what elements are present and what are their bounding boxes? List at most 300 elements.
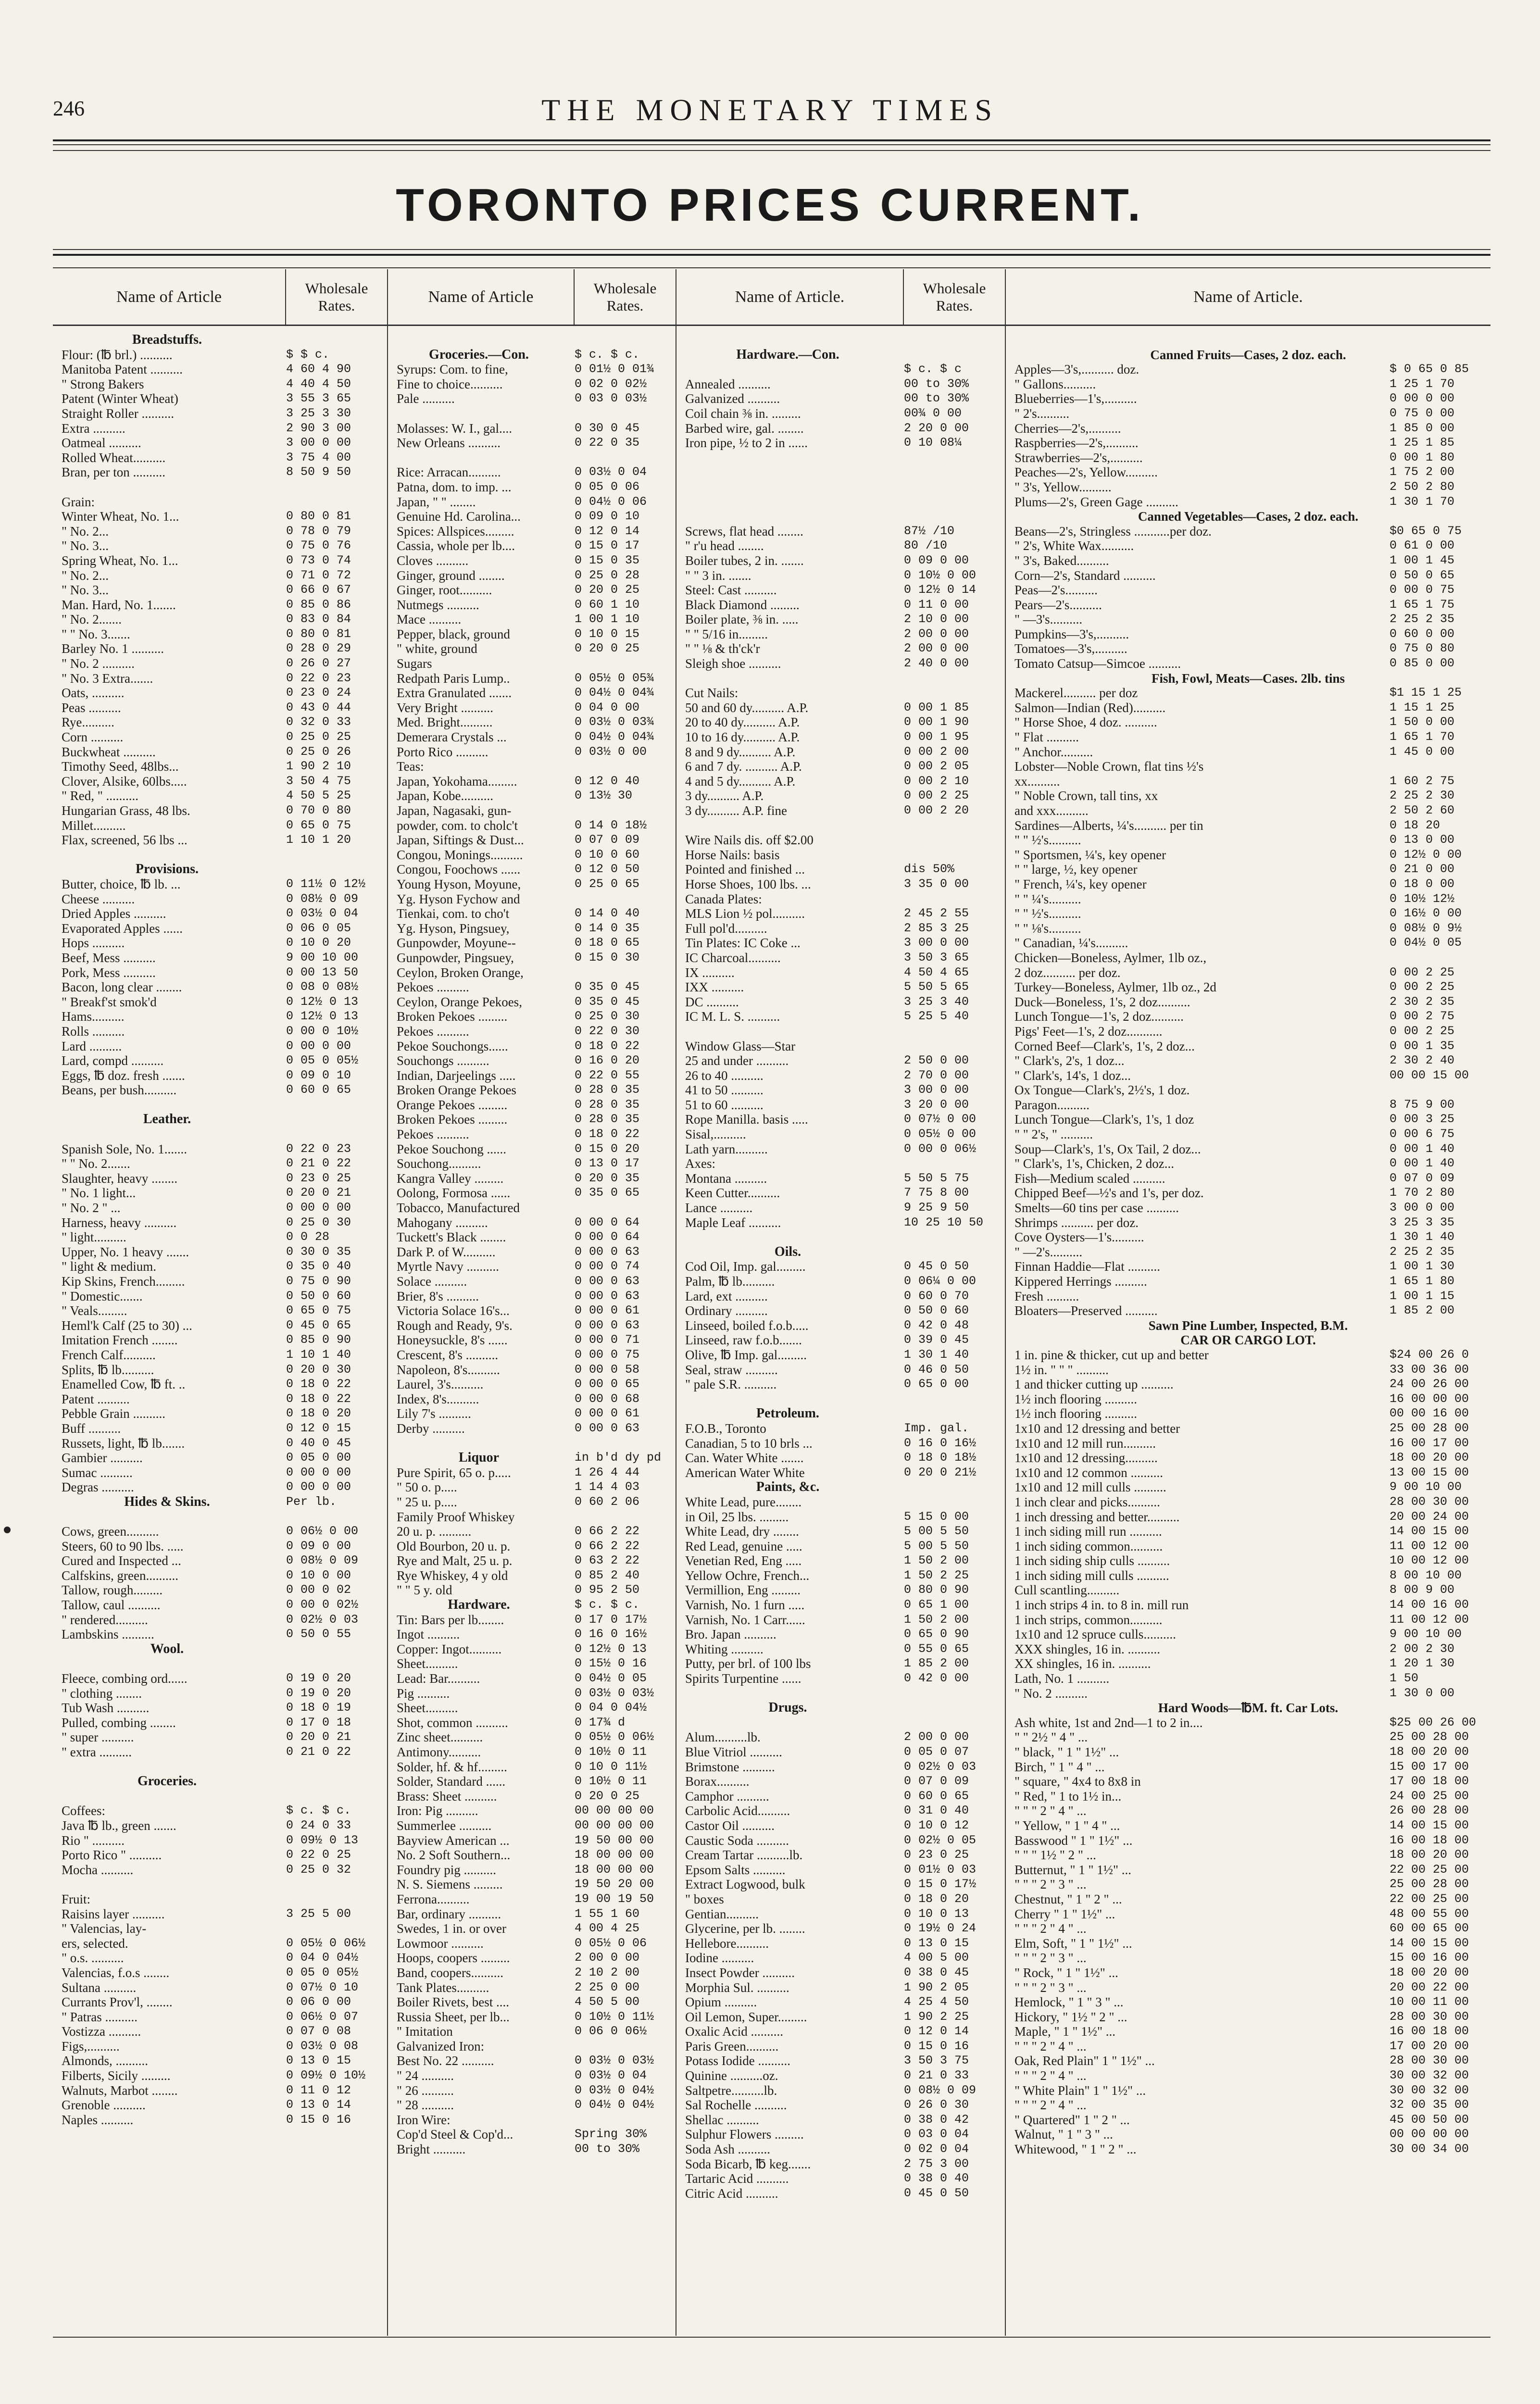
article-name: Tallow, rough......... (62, 1583, 163, 1598)
price-row (53, 1730, 387, 1745)
price-row (388, 1524, 676, 1539)
wholesale-rate: 00 00 16 00 (1390, 1406, 1469, 1421)
wholesale-rate: 0 71 0 72 (286, 568, 351, 582)
article-name: Seal, straw .......... (685, 1362, 778, 1377)
article-name: Keen Cutter.......... (685, 1186, 780, 1201)
wholesale-rate: 4 50 5 25 (286, 789, 351, 803)
article-name: Rice: Arracan.......... (397, 465, 501, 480)
wholesale-rate: 3 25 3 40 (904, 994, 969, 1009)
article-name: Solder, hf. & hf......... (397, 1759, 507, 1774)
article-name: " square, " 4x4 to 8x8 in (1014, 1774, 1141, 1789)
wholesale-rate: Imp. gal. (904, 1421, 969, 1435)
article-name: Breadstuffs. (132, 333, 202, 347)
price-row (388, 612, 676, 627)
wholesale-rate: 2 75 3 00 (904, 2156, 969, 2171)
article-name: Med. Bright.......... (397, 715, 493, 730)
article-name: Indian, Darjeelings ..... (397, 1068, 516, 1083)
wholesale-rate: 0 13 0 15 (904, 1936, 969, 1950)
article-name: Plums—2's, Green Gage .......... (1014, 494, 1178, 509)
article-name: Elm, Soft, " 1 " 1½" ... (1014, 1936, 1132, 1951)
article-name: Corn—2's, Standard .......... (1014, 568, 1156, 583)
article-name: " pale S.R. .......... (685, 1377, 777, 1392)
price-row (1006, 1818, 1490, 1833)
section-heading-row (676, 1245, 1005, 1260)
wholesale-rate: 0 02½ 0 03 (904, 1759, 977, 1774)
price-row (53, 1186, 387, 1201)
article-name: Souchong.......... (397, 1156, 481, 1171)
article-name: Victoria Solace 16's... (397, 1303, 510, 1318)
article-name: " light.......... (62, 1230, 126, 1245)
wholesale-rate: 0 00 1 80 (1390, 450, 1455, 464)
section-heading-row (388, 1598, 676, 1613)
price-row (1006, 936, 1490, 951)
article-name: Peas—2's.......... (1014, 583, 1098, 598)
price-row (1006, 480, 1490, 495)
wholesale-rate: 00 to 30% (575, 2142, 640, 2156)
price-row (388, 1745, 676, 1760)
price-row (53, 583, 387, 598)
article-name: Pork, Mess .......... (62, 965, 156, 980)
price-row (53, 995, 387, 1010)
wholesale-rate: 0 16½ 0 00 (1390, 906, 1462, 921)
price-row (53, 1363, 387, 1377)
wholesale-rate: 0 20 0 25 (575, 583, 640, 597)
article-name: Bro. Japan .......... (685, 1627, 776, 1642)
price-row (1006, 789, 1490, 803)
article-name: Naples .......... (62, 2112, 134, 2127)
article-name: Bright .......... (397, 2142, 466, 2157)
wholesale-rate: 0 04½ 0 05 (1390, 936, 1462, 950)
ink-dot (4, 1527, 11, 1533)
article-name: Band, coopers.......... (397, 1965, 503, 1980)
wholesale-rate: 0 30 0 45 (575, 421, 640, 435)
price-row (676, 2083, 1005, 2098)
wholesale-rate: 00 00 00 00 (575, 1803, 654, 1818)
article-name: Horse Shoes, 100 lbs. ... (685, 876, 811, 891)
wholesale-rate: 0 10½ 0 11 (575, 1774, 647, 1789)
price-row (676, 1760, 1005, 1775)
wholesale-rate (281, 495, 387, 510)
rule (53, 249, 1490, 250)
wholesale-rate: 2 25 2 35 (1390, 1244, 1455, 1259)
price-row (676, 377, 1005, 392)
wholesale-rate: 0 20 0 21 (286, 1730, 351, 1744)
article-name: " " " 2 " 4 " ... (1014, 1921, 1087, 1936)
article-name: Hungarian Grass, 48 lbs. (62, 803, 190, 818)
wholesale-rate (899, 1715, 1005, 1730)
article-name: Hellebore.......... (685, 1936, 769, 1951)
price-row (388, 1730, 676, 1745)
article-name: " " 3 in. ....... (685, 568, 751, 583)
wholesale-rate (899, 1230, 1005, 1245)
wholesale-rate: 1 25 1 85 (1390, 436, 1455, 450)
wholesale-rate (1385, 759, 1490, 774)
price-row (676, 715, 1005, 730)
article-name: Chipped Beef—½'s and 1's, per doz. (1014, 1186, 1204, 1201)
price-row (1006, 2024, 1490, 2039)
price-row (388, 1259, 676, 1274)
wholesale-rate: 0 09 0 00 (904, 553, 969, 567)
price-row (53, 774, 387, 789)
article-name: Broken Pekoes ......... (397, 1009, 508, 1024)
article-name: Very Bright .......... (397, 700, 493, 715)
wholesale-rate: 00 to 30% (904, 391, 969, 406)
price-row (1006, 1436, 1490, 1451)
price-row (388, 1186, 676, 1201)
wholesale-rate: 2 50 2 60 (1390, 803, 1455, 817)
article-name: 1½ inch flooring .......... (1014, 1391, 1137, 1406)
wholesale-rate: 0 10 0 60 (575, 847, 640, 862)
article-name: Ferrona.......... (397, 1891, 470, 1906)
article-name: 26 to 40 .......... (685, 1068, 764, 1083)
wholesale-rate: 1 55 1 60 (575, 1906, 640, 1921)
price-row (676, 509, 1005, 524)
price-row (676, 421, 1005, 436)
price-row (53, 1877, 387, 1892)
price-row (1006, 656, 1490, 671)
article-name (388, 451, 570, 465)
price-row (388, 333, 676, 348)
price-row (388, 1333, 676, 1348)
wholesale-rate: 0 20 0 21 (286, 1186, 351, 1200)
article-name (53, 1760, 281, 1775)
article-name: Family Proof Whiskey (397, 1509, 515, 1524)
article-name: Brier, 8's .......... (397, 1289, 479, 1303)
wholesale-rate (281, 1510, 387, 1525)
wholesale-rate: 15 00 16 00 (1390, 1951, 1469, 1965)
price-row (388, 1613, 676, 1628)
article-name (676, 509, 899, 524)
price-row (53, 1803, 387, 1818)
price-row (388, 1039, 676, 1054)
section-heading-row (1006, 509, 1490, 524)
article-name (388, 406, 570, 421)
price-row (1006, 1289, 1490, 1304)
article-name: " " ½'s.......... (1014, 906, 1081, 921)
wholesale-rate: 0 40 0 45 (286, 1436, 351, 1450)
price-row (676, 1068, 1005, 1083)
section-heading-row (388, 1451, 676, 1465)
article-name: Pulled, combing ........ (62, 1715, 176, 1730)
article-name: Window Glass—Star (685, 1039, 796, 1053)
wholesale-rate: 3 00 0 00 (1390, 1201, 1455, 1215)
wholesale-rate: 0 15 0 30 (575, 950, 640, 964)
price-row (388, 1274, 676, 1289)
price-row (53, 377, 387, 392)
article-name: " No. 3 Extra....... (62, 671, 153, 686)
wholesale-rate: 14 00 15 00 (1390, 1524, 1469, 1539)
price-row (676, 862, 1005, 877)
article-name: Rolls .......... (62, 1024, 125, 1039)
price-row (388, 1112, 676, 1127)
price-row (1006, 1803, 1490, 1818)
wholesale-rate: 1 70 2 80 (1390, 1186, 1455, 1200)
article-name: Varnish, No. 1 Carr...... (685, 1612, 805, 1627)
article-name (53, 1877, 281, 1892)
price-row (53, 701, 387, 715)
price-row (1006, 1451, 1490, 1465)
price-row (53, 759, 387, 774)
wholesale-rate: 0 00 13 50 (286, 965, 359, 979)
article-name: Strawberries—2's,.......... (1014, 450, 1143, 465)
wholesale-rate: 2 25 2 35 (1390, 612, 1455, 626)
price-row (53, 656, 387, 671)
wholesale-rate (281, 480, 387, 495)
article-name: Barbed wire, gal. ........ (685, 421, 804, 436)
article-name (676, 671, 899, 686)
wholesale-rate: 0 00 2 05 (904, 759, 969, 774)
article-name: Corn .......... (62, 730, 124, 745)
price-row (53, 892, 387, 907)
price-row (388, 936, 676, 951)
article-name: Wire Nails dis. off $2.00 (685, 833, 814, 848)
price-row (676, 598, 1005, 613)
wholesale-rate: 16 00 18 00 (1390, 2024, 1469, 2039)
price-row (676, 759, 1005, 774)
article-name: Imitation French ........ (62, 1333, 178, 1348)
article-name: " Canadian, ¼'s.......... (1014, 936, 1128, 951)
wholesale-rate: 1 30 1 40 (904, 1347, 969, 1362)
article-name: Lily 7's .......... (397, 1406, 471, 1421)
price-row (676, 1715, 1005, 1730)
wholesale-rate: 0 15 0 16 (286, 2112, 351, 2127)
price-row (1006, 2142, 1490, 2157)
header-name: Name of Article (428, 288, 534, 306)
price-row (676, 1465, 1005, 1480)
price-row (388, 421, 676, 436)
price-row (1006, 1980, 1490, 1995)
wholesale-rate: 0 28 0 35 (575, 1097, 640, 1112)
wholesale-rate: 0 38 0 45 (904, 1965, 969, 1979)
article-name: " No. 2 .......... (62, 656, 135, 671)
article-name: Enamelled Cow, ℔ ft. .. (62, 1377, 186, 1392)
article-name: Peaches—2's, Yellow.......... (1014, 465, 1158, 480)
price-row (388, 436, 676, 451)
wholesale-rate: 0 12 0 40 (575, 774, 640, 788)
price-row (676, 1907, 1005, 1922)
price-row (676, 1656, 1005, 1671)
article-name: Can. Water White ....... (685, 1451, 804, 1465)
wholesale-rate: 0 00 0 63 (575, 1244, 640, 1259)
price-row (388, 1363, 676, 1377)
wholesale-rate: 0 22 0 35 (575, 436, 640, 450)
wholesale-rate (899, 1024, 1005, 1039)
article-name: Hardware.—Con. (736, 347, 839, 362)
wholesale-rate: 0 85 0 86 (286, 597, 351, 612)
article-name: Alum..........lb. (685, 1730, 761, 1745)
article-name: New Orleans .......... (397, 436, 501, 451)
article-name: 41 to 50 .......... (685, 1083, 764, 1098)
rule (53, 139, 1490, 141)
wholesale-rate (899, 818, 1005, 833)
price-row (388, 1966, 676, 1980)
price-row (53, 1127, 387, 1142)
wholesale-rate: 0 04½ 0 04¾ (575, 686, 654, 700)
wholesale-rate: 8 00 9 00 (1390, 1583, 1455, 1597)
wholesale-rate: 0 05 0 05½ (286, 1965, 359, 1979)
masthead: THE MONETARY TIMES (541, 93, 999, 127)
wholesale-rate: 24 00 25 00 (1390, 1789, 1469, 1803)
article-name: " 2's.......... (1014, 406, 1070, 421)
price-row (388, 1436, 676, 1451)
wholesale-rate: 3 50 3 65 (904, 950, 969, 964)
wholesale-rate: 1 30 1 70 (1390, 494, 1455, 509)
article-name: " " large, ½, key opener (1014, 862, 1138, 877)
article-name: Iron: Pig .......... (397, 1803, 478, 1818)
wholesale-rate: 0 73 0 74 (286, 553, 351, 567)
wholesale-rate: 0 18 0 22 (575, 1039, 640, 1053)
wholesale-rate: 3 25 3 30 (286, 406, 351, 420)
wholesale-rate: 2 00 0 00 (904, 641, 969, 656)
article-name: Pekoes .......... (397, 980, 469, 995)
wholesale-rate: 11 00 12 00 (1390, 1612, 1469, 1627)
price-row (676, 1613, 1005, 1628)
price-row (53, 509, 387, 524)
wholesale-rate: 0 00 0 00 (286, 1465, 351, 1479)
price-row (676, 1127, 1005, 1142)
price-row (676, 1730, 1005, 1745)
wholesale-rate: 5 15 0 00 (904, 1509, 969, 1524)
price-row (676, 1112, 1005, 1127)
wholesale-rate: 0 01½ 0 03 (904, 1862, 977, 1877)
price-row (388, 451, 676, 465)
wholesale-rate: 0 61 0 00 (1390, 538, 1455, 553)
wholesale-rate: 0 60 0 70 (904, 1289, 969, 1303)
wholesale-rate: 25 00 28 00 (1390, 1421, 1469, 1435)
article-name: Linseed, boiled f.o.b..... (685, 1318, 809, 1333)
wholesale-rate: 0 25 0 65 (575, 876, 640, 891)
price-row (53, 538, 387, 553)
price-row (388, 553, 676, 568)
price-row (1006, 1656, 1490, 1671)
column-header (676, 269, 1005, 326)
price-row (1006, 1480, 1490, 1495)
article-name: ers, selected. (62, 1936, 128, 1951)
price-row (1006, 2098, 1490, 2113)
wholesale-rate: 0 80 0 81 (286, 509, 351, 524)
price-row (388, 1053, 676, 1068)
article-name: 1 inch strips, common.......... (1014, 1612, 1163, 1627)
wholesale-rate: 0 02½ 0 05 (904, 1833, 977, 1847)
price-row (388, 730, 676, 745)
article-name: Yg. Hyson Fychow and (397, 891, 520, 906)
wholesale-rate: 0 10 0 20 (286, 936, 351, 950)
price-row (388, 1995, 676, 2010)
article-name: Canned Fruits—Cases, 2 doz. each. (1150, 347, 1346, 362)
wholesale-rate: 0 16 0 16½ (904, 1436, 977, 1450)
price-row (53, 1510, 387, 1525)
article-name: Rough and Ready, 9's. (397, 1318, 513, 1333)
wholesale-rate: 0 17¾ d (575, 1715, 626, 1729)
price-row (1006, 759, 1490, 774)
wholesale-rate (281, 1642, 387, 1657)
article-name: Zinc sheet.......... (397, 1730, 483, 1745)
wholesale-rate (899, 465, 1005, 480)
wholesale-rate: $ c. $ c. (575, 347, 640, 362)
article-name: Coil chain ⅜ in. ......... (685, 406, 801, 421)
wholesale-rate: 2 10 0 00 (904, 612, 969, 626)
price-row (388, 495, 676, 510)
article-name: " 50 o. p..... (397, 1480, 457, 1495)
wholesale-rate (899, 1701, 1005, 1715)
price-row (388, 1201, 676, 1215)
wholesale-rate: 1 00 1 45 (1390, 553, 1455, 567)
article-name: Clover, Alsike, 60lbs..... (62, 774, 187, 789)
price-row (53, 1715, 387, 1730)
wholesale-rate: 1 75 2 00 (1390, 465, 1455, 479)
price-row (388, 1848, 676, 1863)
wholesale-rate: 17 00 20 00 (1390, 2039, 1469, 2053)
wholesale-rate: 0 25 0 28 (575, 568, 640, 582)
article-name: Flour: (℔ brl.) .......... (62, 347, 173, 362)
wholesale-rate (1385, 333, 1490, 348)
wholesale-rate: 0 50 0 65 (1390, 568, 1455, 582)
price-row (53, 818, 387, 833)
wholesale-rate: 3 50 3 75 (904, 2053, 969, 2068)
wholesale-rate: 0 04½ 0 06 (575, 494, 647, 509)
wholesale-rate (281, 1789, 387, 1804)
wholesale-rate: 0 14 0 35 (575, 921, 640, 935)
wholesale-rate: 0 04 0 04½ (575, 1701, 647, 1715)
price-row (388, 715, 676, 730)
price-list (388, 326, 676, 2157)
price-row (676, 1951, 1005, 1966)
wholesale-rate: 87½ /10 (904, 524, 955, 538)
article-name: Syrups: Com. to fine, (397, 362, 508, 377)
article-name: White Lead, pure........ (685, 1494, 802, 1509)
price-row (1006, 1245, 1490, 1260)
article-name: Old Bourbon, 20 u. p. (397, 1539, 511, 1553)
wholesale-rate: 0 12½ 0 13 (286, 1009, 359, 1024)
wholesale-rate: 0 13 0 00 (1390, 833, 1455, 847)
wholesale-rate (281, 1112, 387, 1127)
article-name: and xxx.......... (1014, 803, 1089, 818)
article-name: Tomato Catsup—Simcoe .......... (1014, 656, 1181, 671)
price-row (676, 980, 1005, 995)
article-name: Butternut, " 1 " 1½" ... (1014, 1862, 1132, 1877)
article-name: Grenoble .......... (62, 2098, 146, 2113)
article-name: CAR OR CARGO LOT. (1180, 1333, 1316, 1348)
wholesale-rate: 3 35 0 00 (904, 876, 969, 891)
wholesale-rate: 22 00 25 00 (1390, 1862, 1469, 1877)
section-heading-row (676, 1406, 1005, 1421)
article-name: Tank Plates.......... (397, 1980, 489, 1995)
wholesale-rate: 5 50 5 65 (904, 980, 969, 994)
price-row (53, 1627, 387, 1642)
price-row (1006, 965, 1490, 980)
price-row (53, 1951, 387, 1966)
price-row (388, 759, 676, 774)
article-name: Japan, Yokohama......... (397, 774, 517, 789)
wholesale-rate: 0 13 0 15 (286, 2053, 351, 2068)
section-heading-row (53, 333, 387, 348)
price-row (676, 1877, 1005, 1892)
wholesale-rate: 1 50 2 25 (904, 1568, 969, 1582)
price-row (1006, 553, 1490, 568)
price-row (676, 451, 1005, 465)
article-name: Ingot .......... (397, 1627, 460, 1642)
price-row (1006, 1495, 1490, 1510)
price-row (1006, 583, 1490, 598)
article-name: Spring Wheat, No. 1... (62, 553, 178, 568)
article-name: Demerara Crystals ... (397, 730, 507, 745)
article-name: " Breakf'st smok'd (62, 994, 157, 1009)
wholesale-rate: 1 10 1 20 (286, 833, 351, 847)
article-name: Beans, per bush.......... (62, 1083, 177, 1098)
article-name: Tomatoes—3's,.......... (1014, 641, 1127, 656)
wholesale-rate: 16 00 00 00 (1390, 1391, 1469, 1406)
wholesale-rate (899, 1245, 1005, 1260)
